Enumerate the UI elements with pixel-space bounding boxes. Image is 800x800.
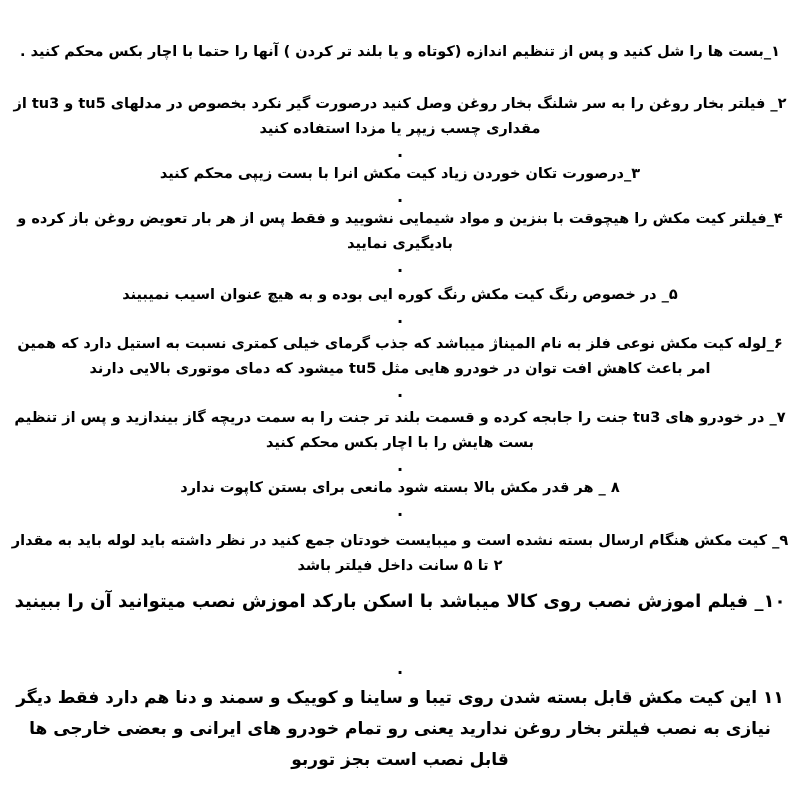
separator-dot: . bbox=[396, 308, 404, 327]
separator-dot: . bbox=[396, 187, 404, 206]
instruction-item-1: ۱_بست ها را شل کنید و پس از تنظیم اندازه (کوتاه و یا بلند تر کردن ) آنها را حتما با اچار بکس محکم کنید . bbox=[20, 44, 780, 60]
instruction-item-6: ۶_لوله کیت مکش نوعی فلز به نام المیناژ میباشد که جذب گرمای خیلی کمتری نسبت به استیل دارد که همین امر باعث کاهش افت توان در خودرو هایی مثل tu5 میشود که دمای موتوری بالایی دارند bbox=[17, 336, 783, 377]
instruction-item-10: ۱۰_ فیلم اموزش نصب روی کالا میباشد با اسکن بارکد اموزش نصب میتوانید آن را ببینید bbox=[14, 591, 786, 612]
instruction-item-3: ۳_درصورت تکان خوردن زیاد کیت مکش انرا با بست زیپی محکم کنید bbox=[159, 166, 641, 182]
separator-dot: . bbox=[396, 659, 404, 678]
instruction-item-4: ۴_فیلتر کیت مکش را هیچوقت با بنزین و مواد شیمایی نشویید و فقط پس از هر بار تعویض روغن باز کرده و بادیگیری نمایید bbox=[17, 211, 783, 252]
instruction-item-5: ۵_ در خصوص رنگ کیت مکش رنگ کوره ایی بوده و به هیچ عنوان اسیب نمیبیند bbox=[122, 287, 678, 303]
separator-dot: . bbox=[396, 142, 404, 161]
instruction-item-9: ۹_ کیت مکش هنگام ارسال بسته نشده است و میبایست خودتان جمع کنید در نظر داشته باید لوله باید به مقدار ۲ تا ۵ سانت داخل فیلتر باشد bbox=[11, 533, 789, 574]
separator-dot: . bbox=[396, 501, 404, 520]
separator-dot: . bbox=[396, 257, 404, 276]
separator-dot: . bbox=[396, 382, 404, 401]
instruction-item-11: ۱۱ این کیت مکش قابل بسته شدن روی تیبا و ساینا و کوییک و سمند و دنا هم دارد فقط دیگر نیازی به نصب فیلتر بخار روغن ندارید یعنی رو تمام خودرو های ایرانی و بعضی خارجی ها قابل نصب است بجز توربو bbox=[16, 688, 784, 770]
instruction-item-8: ۸ _ هر قدر مکش بالا بسته شود مانعی برای بستن کاپوت ندارد bbox=[180, 480, 620, 496]
instruction-item-7: ۷_ در خودرو های tu3 جنت را جابجه کرده و قسمت بلند تر جنت را به سمت دریچه گاز بیندازید و پس از تنظیم بست هایش را با اچار بکس محکم کنید bbox=[14, 410, 786, 451]
instruction-item-2: ۲_ فیلتر بخار روغن را به سر شلنگ بخار روغن وصل کنید درصورت گیر نکرد بخصوص در مدلهای tu5 و tu3 از مقداری چسب زیپر یا مزدا استفاده کنید bbox=[13, 96, 787, 137]
separator-dot: . bbox=[396, 456, 404, 475]
